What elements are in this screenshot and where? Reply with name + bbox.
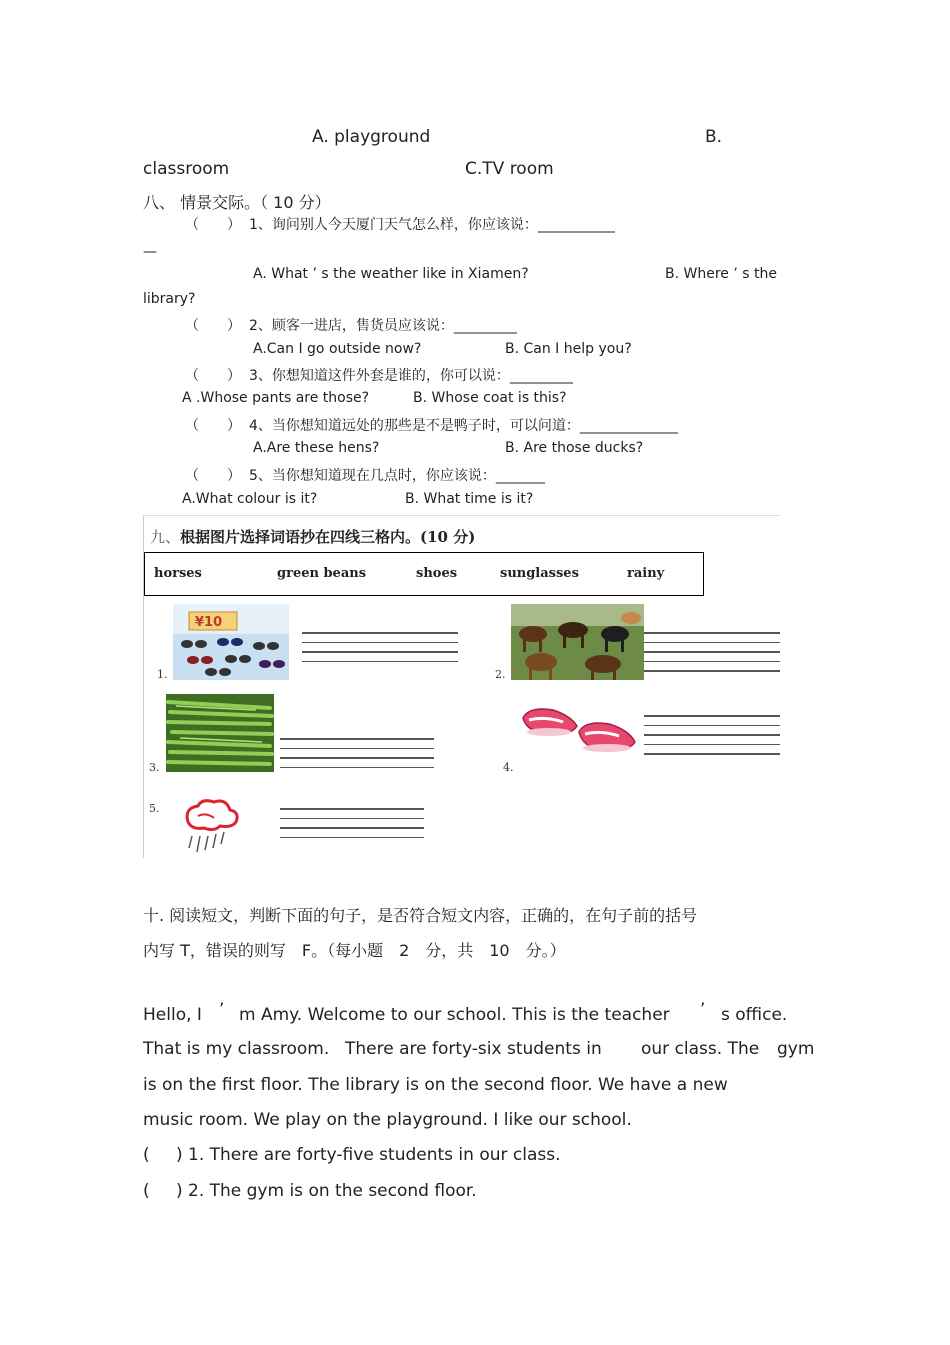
q2-option-b: B. Can I help you? — [505, 341, 632, 357]
q1-text: 1、询问别人今天厦门天气怎么样，你应该说：___________ — [249, 217, 615, 233]
passage-line2-d: gym — [777, 1039, 815, 1059]
rainy-picture — [180, 796, 242, 858]
writing-lines-1 — [302, 632, 458, 670]
picture-number-4: 4. — [503, 761, 514, 774]
option-b-continued: classroom — [143, 159, 230, 179]
writing-lines-2 — [644, 632, 780, 680]
option-c: C.TV room — [465, 159, 554, 179]
q3-option-a: A .Whose pants are those? — [182, 390, 370, 406]
section8-title: 八、 情景交际。（ 10 分） — [143, 193, 331, 212]
passage-line4: music room. We play on the playground. I like our school. — [143, 1110, 632, 1130]
q1-continued: — — [143, 244, 157, 260]
passage-line2-b: There are forty-six students in — [345, 1039, 602, 1059]
q2-text: 2、顾客一进店，售货员应该说：_________ — [249, 318, 517, 334]
picture-number-5: 5. — [149, 802, 160, 815]
passage-line1-apostrophe: ’ — [219, 1000, 225, 1020]
section9-number: 九、 — [150, 528, 181, 546]
word-green-beans: green beans — [277, 566, 367, 581]
passage-line1-a: Hello, I — [143, 1005, 202, 1025]
word-rainy: rainy — [627, 566, 665, 581]
q1-option-b: B. Where ’ s the — [665, 266, 777, 282]
q4-text: 4、当你想知道远处的那些是不是鸭子时，可以问道：______________ — [249, 418, 678, 434]
q3-paren: （ ） — [185, 368, 241, 384]
q3-option-b: B. Whose coat is this? — [413, 390, 567, 406]
green-beans-picture — [166, 694, 274, 772]
section10-title-line2: 内写 T，错误的则写 F。（每小题 2 分，共 10 分。） — [143, 941, 566, 960]
item2-text: 2. The gym is on the second floor. — [188, 1181, 477, 1201]
writing-lines-3 — [280, 738, 434, 776]
writing-lines-4 — [644, 715, 780, 763]
picture-number-3: 3. — [149, 761, 160, 774]
picture-number-2: 2. — [495, 668, 506, 681]
passage-line1-e: s office. — [721, 1005, 788, 1025]
q4-paren: （ ） — [185, 418, 241, 434]
section9-title-text: 根据图片选择词语抄在四线三格内。(10 分) — [180, 528, 476, 546]
q2-option-a: A.Can I go outside now? — [253, 341, 422, 357]
sunglasses-picture — [173, 604, 289, 680]
picture-number-1: 1. — [157, 668, 168, 681]
q4-option-a: A.Are these hens? — [253, 440, 380, 456]
option-a: A. playground — [312, 127, 431, 147]
q5-paren: （ ） — [185, 468, 241, 484]
q5-text: 5、当你想知道现在几点时，你应该说：_______ — [249, 468, 545, 484]
word-shoes: shoes — [416, 566, 458, 581]
passage-line3: is on the first floor. The library is on the second floor. We have a new — [143, 1075, 728, 1095]
passage-line2-a: That is my classroom. — [143, 1039, 330, 1059]
q1-option-a: A. What ’ s the weather like in Xiamen? — [253, 266, 529, 282]
shoes-picture — [519, 702, 639, 758]
item2-paren-close: ) — [176, 1181, 183, 1201]
word-horses: horses — [154, 566, 202, 581]
q1-option-b-continued: library? — [143, 291, 196, 307]
writing-lines-5 — [280, 808, 424, 846]
section10-title-line1: 十. 阅读短文，判断下面的句子，是否符合短文内容，正确的，在句子前的括号 — [143, 906, 698, 925]
section9-panel — [143, 515, 780, 858]
word-sunglasses: sunglasses — [500, 566, 579, 581]
q2-paren: （ ） — [185, 318, 241, 334]
word-bank — [144, 552, 704, 596]
option-b: B. — [705, 127, 723, 147]
passage-line2-c: our class. The — [641, 1039, 760, 1059]
q1-paren: （ ） — [185, 217, 241, 233]
item1-text: 1. There are forty-five students in our class. — [188, 1145, 561, 1165]
item1-paren-close: ) — [176, 1145, 183, 1165]
q4-option-b: B. Are those ducks? — [505, 440, 644, 456]
section9-title — [150, 526, 475, 547]
q5-option-a: A.What colour is it? — [182, 491, 318, 507]
item1-paren-open: ( — [143, 1145, 150, 1165]
q3-text: 3、你想知道这件外套是谁的，你可以说：_________ — [249, 368, 573, 384]
q5-option-b: B. What time is it? — [405, 491, 534, 507]
item2-paren-open: ( — [143, 1181, 150, 1201]
passage-line1-c: m Amy. Welcome to our school. This is the teacher — [239, 1005, 670, 1025]
price-tag: ¥10 — [195, 615, 223, 630]
passage-line1-apostrophe-2: ’ — [700, 1000, 706, 1020]
horses-picture — [511, 604, 644, 680]
